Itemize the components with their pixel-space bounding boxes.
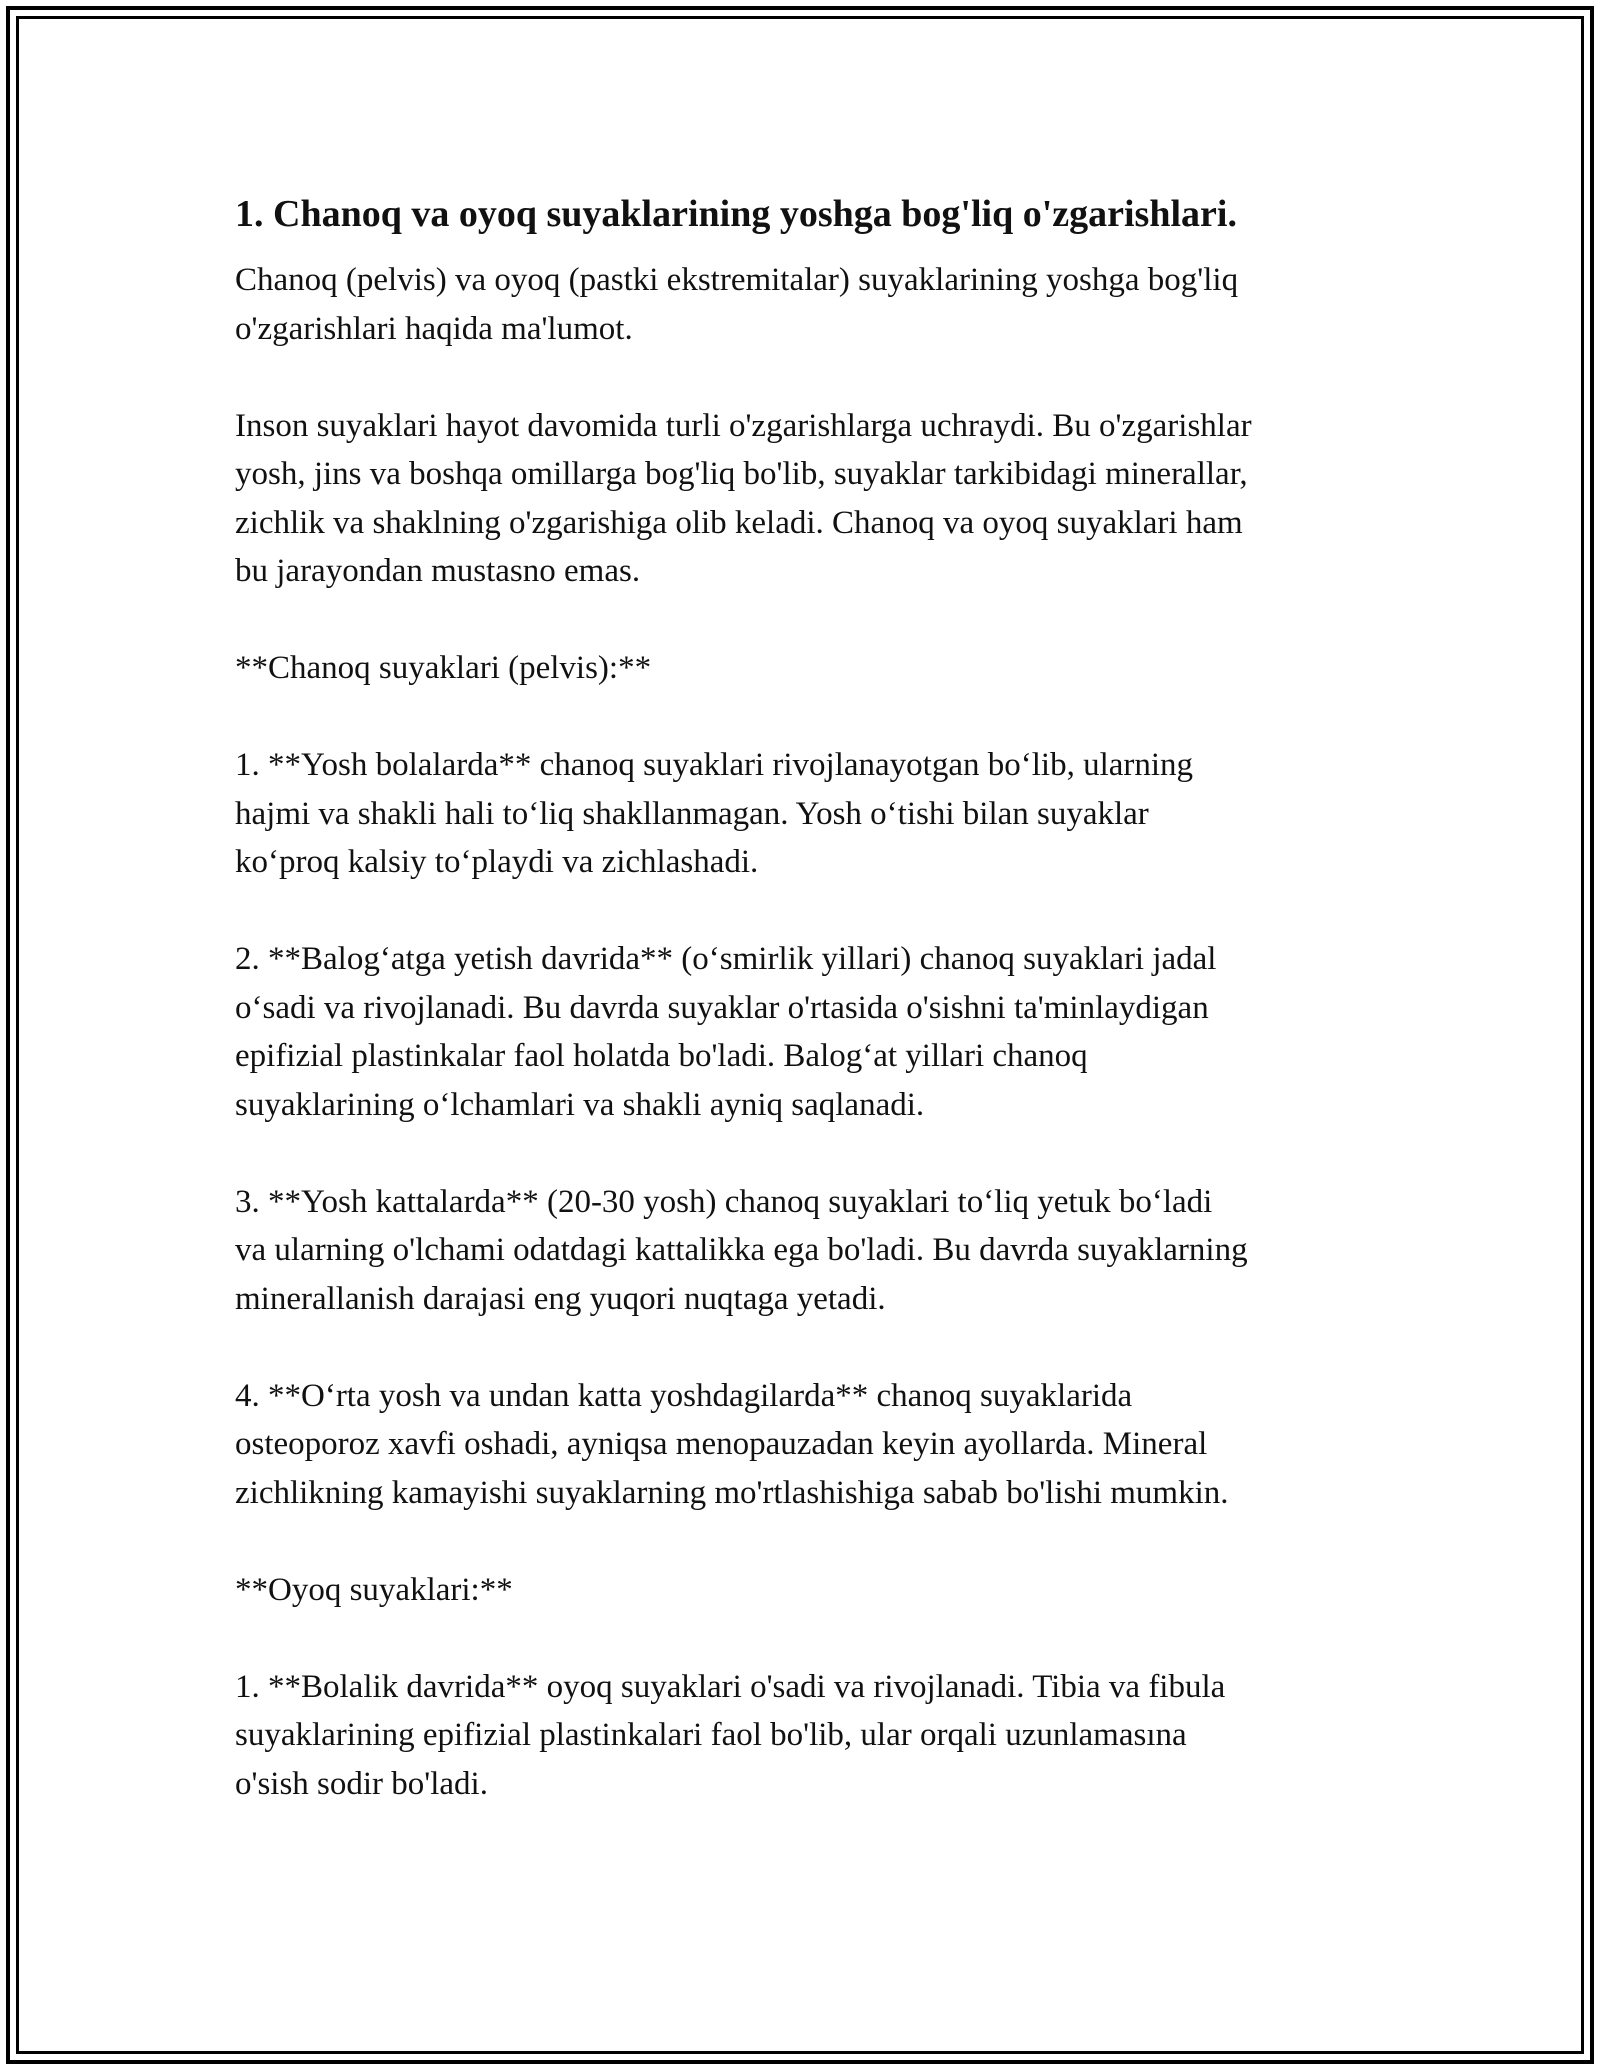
- text-line: zichlikning kamayishi suyaklarning mo'rtlashishiga sabab bo'lishi mumkin.: [235, 1474, 1229, 1511]
- text-line: bu jarayondan mustasno emas.: [235, 553, 641, 589]
- text-line: va ularning o'lchami odatdagi kattalikka ega bo'ladi. Bu davrda suyaklarning: [235, 1232, 1248, 1268]
- list-item-pelvis-2: [235, 935, 1405, 1129]
- section-heading-legs: [235, 1566, 1405, 1615]
- text-line: 4. **O‘rta yosh va undan katta yoshdagilarda** chanoq suyaklarida: [235, 1377, 1133, 1414]
- text-line: **Oyoq suyaklari:**: [235, 1571, 513, 1608]
- text-line: o'sish sodir bo'ladi.: [235, 1765, 488, 1802]
- paragraph-intro: [235, 256, 1405, 353]
- text-line: minerallanish darajasi eng yuqori nuqtaga yetadi.: [235, 1280, 886, 1317]
- text-line: o'zgarishlari haqida ma'lumot.: [235, 310, 633, 347]
- text-line: Chanoq (pelvis) va oyoq (pastki ekstremitalar) suyaklarining yoshga bog'liq: [235, 262, 1239, 298]
- text-line: o‘sadi va rivojlanadi. Bu davrda suyaklar o'rtasida o'sishni ta'minlaydigan: [235, 989, 1209, 1026]
- text-line: suyaklarining epifizial plastinkalari faol bo'lib, ular orqali uzunlamasına: [235, 1717, 1187, 1753]
- text-line: **Chanoq suyaklari (pelvis):**: [235, 650, 652, 686]
- list-item-legs-1: [235, 1663, 1405, 1809]
- list-item-pelvis-4: [235, 1372, 1405, 1518]
- text-line: zichlik va shaklning o'zgarishiga olib keladi. Chanoq va oyoq suyaklari ham: [235, 504, 1243, 541]
- text-line: osteoporoz xavfi oshadi, ayniqsa menopauzadan keyin ayollarda. Mineral: [235, 1426, 1208, 1462]
- text-line: 3. **Yosh kattalarda** (20-30 yosh) chanoq suyaklari to‘liq yetuk bo‘ladi: [235, 1183, 1213, 1220]
- document-page: [235, 188, 1405, 1857]
- text-line: suyaklarining o‘lchamlari va shakli ayniq saqlanadi.: [235, 1086, 925, 1123]
- list-item-pelvis-3: [235, 1178, 1405, 1324]
- text-line: yosh, jins va boshqa omillarga bog'liq bo'lib, suyaklar tarkibidagi minerallar,: [235, 456, 1248, 492]
- text-line: epifizial plastinkalar faol holatda bo'ladi. Balog‘at yillari chanoq: [235, 1038, 1088, 1074]
- document-title: 1. Chanoq va oyoq suyaklarining yoshga bog'liq o'zgarishlari.: [235, 193, 1237, 235]
- text-line: Inson suyaklari hayot davomida turli o'zgarishlarga uchraydi. Bu o'zgarishlar: [235, 407, 1252, 444]
- text-line: 1. **Bolalik davrida** oyoq suyaklari o'sadi va rivojlanadi. Tibia va fibula: [235, 1668, 1226, 1705]
- text-line: ko‘proq kalsiy to‘playdi va zichlashadi.: [235, 844, 759, 880]
- text-line: 1. **Yosh bolalarda** chanoq suyaklari rivojlanayotgan bo‘lib, ularning: [235, 747, 1194, 783]
- section-heading-pelvis: [235, 644, 1405, 693]
- text-line: 2. **Balog‘atga yetish davrida** (o‘smirlik yillari) chanoq suyaklari jadal: [235, 941, 1217, 977]
- list-item-pelvis-1: [235, 741, 1405, 887]
- paragraph-overview: [235, 402, 1405, 596]
- text-line: hajmi va shakli hali to‘liq shakllanmagan. Yosh o‘tishi bilan suyaklar: [235, 795, 1149, 832]
